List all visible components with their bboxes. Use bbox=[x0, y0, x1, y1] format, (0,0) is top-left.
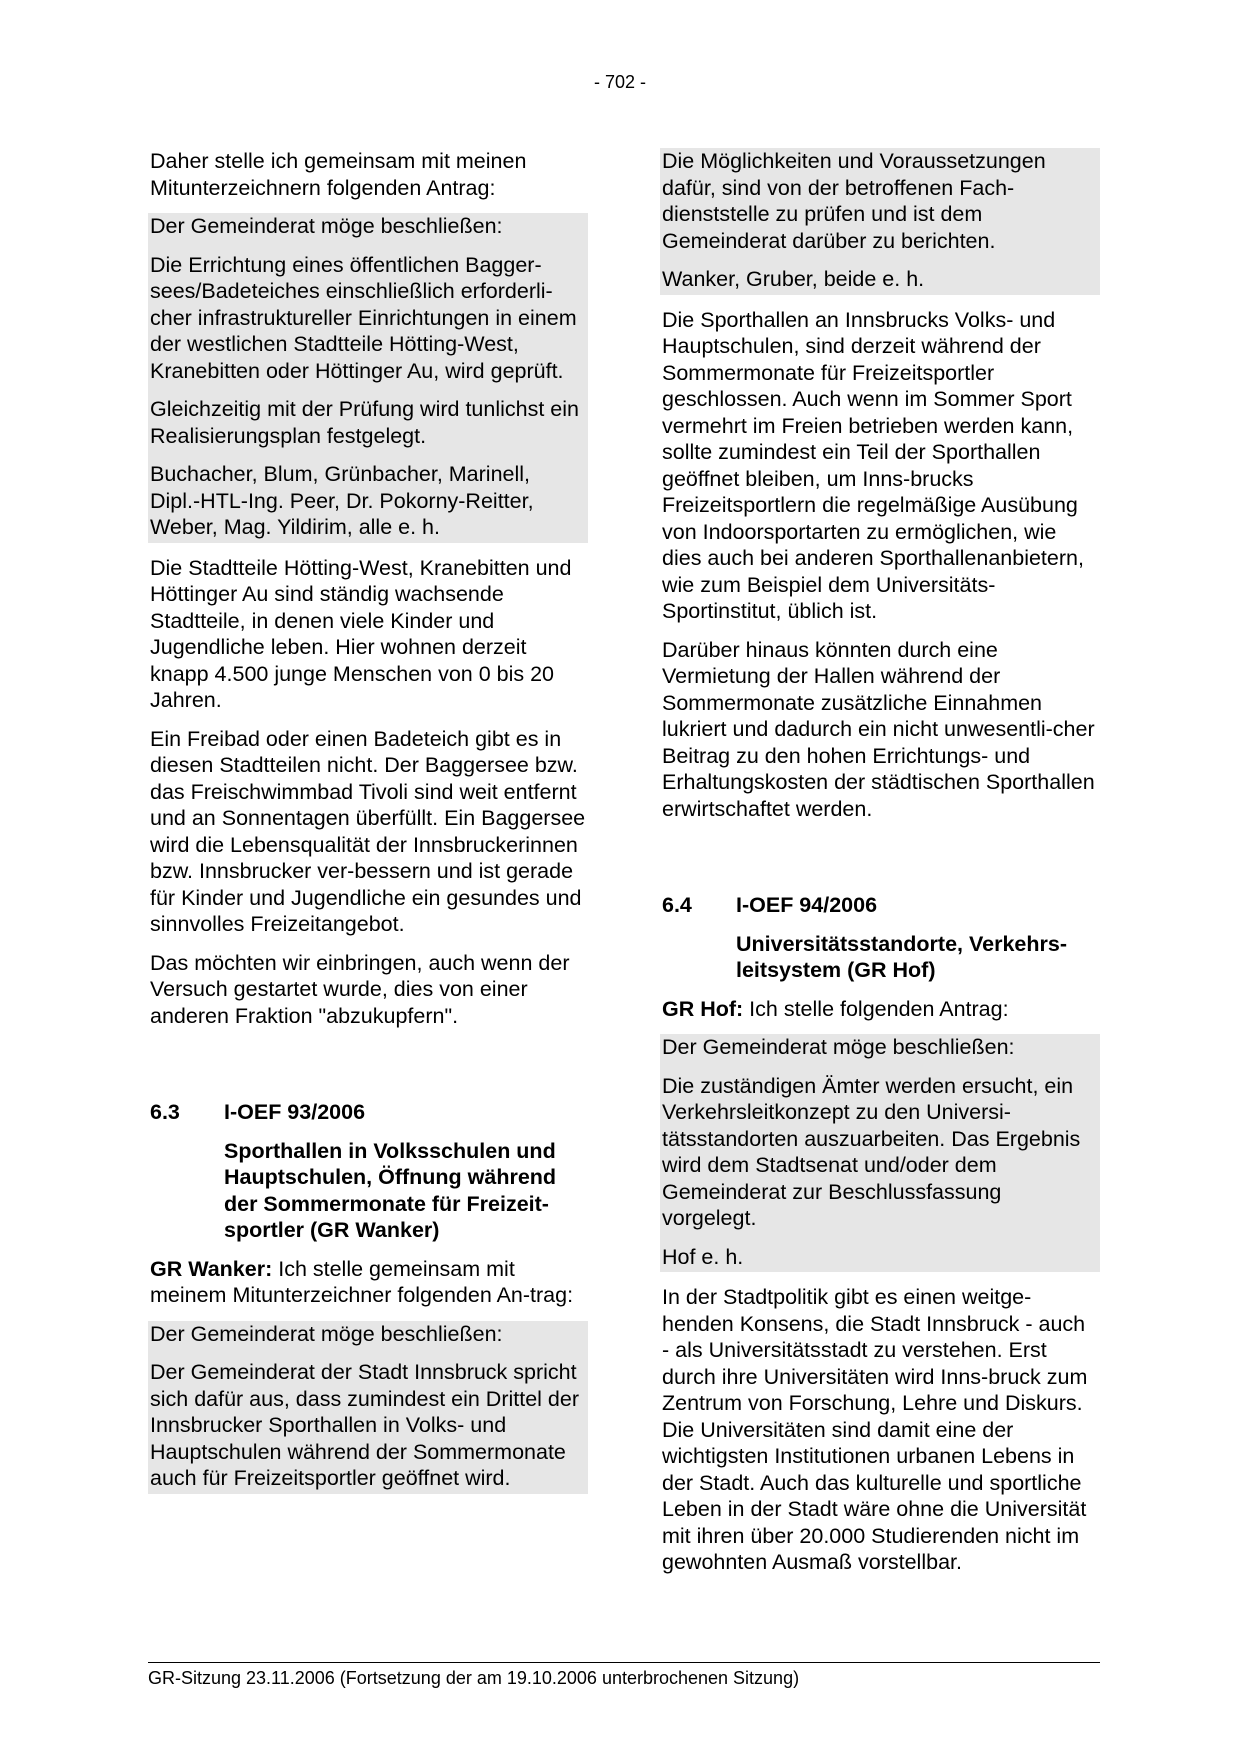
motion-heading: Der Gemeinderat möge beschließen: bbox=[662, 1035, 1015, 1059]
speaker-paragraph bbox=[148, 1256, 588, 1309]
paragraph: Das möchten wir einbringen, auch wenn der Versuch gestartet wurde, dies von einer anderen Fraktion "abzukupfern". bbox=[150, 950, 570, 1028]
motion-text: Gleichzeitig mit der Prüfung wird tunlichst ein Realisierungsplan festgelegt. bbox=[150, 397, 579, 448]
section-code: I-OEF 94/2006 bbox=[736, 893, 878, 917]
motion-box bbox=[660, 1034, 1100, 1272]
right-column bbox=[660, 148, 1100, 1588]
section-title: Universitätsstandorte, Verkehrs-leitsystem (GR Hof) bbox=[736, 931, 1067, 982]
motion-signatories: Buchacher, Blum, Grünbacher, Marinell, Dipl.-HTL-Ing. Peer, Dr. Pokorny-Reitter, Weber, Mag. Yildirim, alle e. h. bbox=[150, 462, 534, 539]
section-heading bbox=[148, 1099, 588, 1244]
paragraph: Die Sporthallen an Innsbrucks Volks- und Hauptschulen, sind derzeit während der Sommermonate für Freizeitsportler geschlossen. Auch wenn im Sommer Sport vermehrt im Freien betrieben werden kann, sollte zumindest ein Teil der Sporthallen geöffnet bleiben, um Inns-brucks Freizeitsportlern die regelmäßige Ausübung von Indoorsportarten zu ermöglichen, wie dies auch bei anderen Sporthallenanbietern, wie zum Beispiel dem Universitäts-Sportinstitut, üblich ist. bbox=[662, 307, 1084, 623]
motion-signatories: Hof e. h. bbox=[662, 1244, 744, 1269]
motion-text: Die Errichtung eines öffentlichen Bagger-sees/Badeteiches einschließlich erforderli-cher infrastruktureller Einrichtungen in einem der westlichen Stadtteile Hötting-West, Kranebitten oder Höttinger Au, wird geprüft. bbox=[150, 252, 577, 383]
section-heading bbox=[660, 892, 1100, 984]
motion-box bbox=[148, 1321, 588, 1494]
footer-text: GR-Sitzung 23.11.2006 (Fortsetzung der am 19.10.2006 unterbrochenen Sitzung) bbox=[148, 1668, 800, 1688]
motion-text: Die Möglichkeiten und Voraussetzungen dafür, sind von der betroffenen Fach-dienststelle zu prüfen und ist dem Gemeinderat darüber zu berichten. bbox=[662, 149, 1046, 253]
section-title: Sporthallen in Volksschulen und Hauptschulen, Öffnung während der Sommermonate für Freizeit-sportler (GR Wanker) bbox=[224, 1138, 557, 1242]
motion-text: Der Gemeinderat der Stadt Innsbruck spricht sich dafür aus, dass zumindest ein Drittel der Innsbrucker Sporthallen in Volks- und Hauptschulen während der Sommermonate auch für Freizeitsportler geöffnet wird. bbox=[150, 1360, 580, 1490]
paragraph: Ein Freibad oder einen Badeteich gibt es in diesen Stadtteilen nicht. Der Baggersee bzw. das Freischwimmbad Tivoli sind weit entfernt und an Sonnentagen überfüllt. Ein Baggersee wird die Lebensqualität der Innsbruckerinnen bzw. Innsbrucker ver-bessern und ist gerade für Kinder und Jugendliche ein gesundes und sinnvolles Freizeitangebot. bbox=[150, 726, 586, 936]
page-number: - 702 - bbox=[593, 72, 647, 92]
motion-box bbox=[148, 213, 588, 543]
speaker-name: GR Hof: bbox=[662, 996, 744, 1021]
paragraph: Darüber hinaus könnten durch eine Vermietung der Hallen während der Sommermonate zusätzliche Einnahmen lukriert und dadurch ein nicht unwesentli-cher Beitrag zu den hohen Errichtungs- und Erhaltungskosten der städtischen Sporthallen erwirtschaftet werden. bbox=[662, 637, 1095, 821]
section-code: I-OEF 93/2006 bbox=[224, 1100, 366, 1124]
motion-text: Die zuständigen Ämter werden ersucht, ein Verkehrsleitkonzept zu den Universi-tätsstandorten auszuarbeiten. Das Ergebnis wird dem Stadtsenat und/oder dem Gemeinderat zur Beschlussfassung vorgelegt. bbox=[662, 1073, 1081, 1230]
speaker-paragraph bbox=[660, 996, 1100, 1023]
speaker-text: Ich stelle gemeinsam mit meinem Mitunterzeichner folgenden An-trag: bbox=[150, 1256, 574, 1307]
left-column bbox=[148, 148, 588, 1494]
section-number: 6.3 bbox=[150, 1100, 180, 1124]
footer-divider bbox=[148, 1662, 1100, 1663]
section-number: 6.4 bbox=[662, 893, 692, 917]
speaker-text: Ich stelle folgenden Antrag: bbox=[743, 996, 1009, 1021]
motion-heading: Der Gemeinderat möge beschließen: bbox=[150, 1321, 503, 1346]
motion-heading: Der Gemeinderat möge beschließen: bbox=[150, 214, 503, 238]
motion-box bbox=[660, 148, 1100, 295]
intro-text: Daher stelle ich gemeinsam mit meinen Mitunterzeichnern folgenden Antrag: bbox=[150, 149, 527, 200]
motion-signatories: Wanker, Gruber, beide e. h. bbox=[662, 267, 925, 291]
speaker-name: GR Wanker: bbox=[150, 1256, 273, 1281]
paragraph: In der Stadtpolitik gibt es einen weitge-henden Konsens, die Stadt Innsbruck - auch - als Universitätsstadt zu verstehen. Erst durch ihre Universitäten wird Inns-bruck zum Zentrum von Forschung, Lehre und Diskurs. Die Universitäten sind damit eine der wichtigsten Institutionen urbanen Lebens in der Stadt. Auch das kulturelle und sportliche Leben in der Stadt wäre ohne die Universität mit ihren über 20.000 Studierenden nicht im gewohnten Ausmaß vorstellbar. bbox=[662, 1285, 1088, 1574]
paragraph: Die Stadtteile Hötting-West, Kranebitten und Höttinger Au sind ständig wachsende Stadtteile, in denen viele Kinder und Jugendliche leben. Hier wohnen derzeit knapp 4.500 junge Menschen von 0 bis 20 Jahren. bbox=[150, 555, 572, 712]
